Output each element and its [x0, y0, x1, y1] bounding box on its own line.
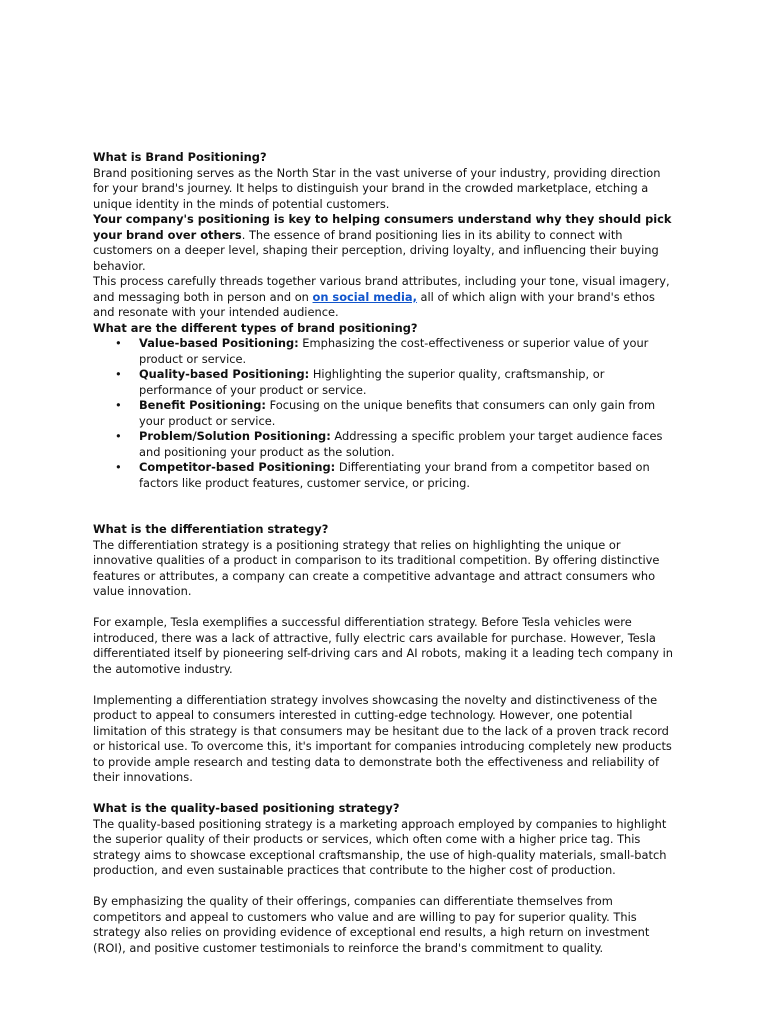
types-list [93, 336, 678, 491]
list-item [115, 398, 678, 429]
process-text-before: This process carefully threads together various brand attributes, including your tone, visual imagery, and messaging both in person and on [93, 274, 670, 304]
list-item-text: Addressing a specific problem your target audience faces and positioning your product as the solution. [139, 429, 663, 459]
document-page [93, 150, 678, 956]
heading-quality-based: What is the quality-based positioning strategy? [93, 801, 400, 815]
heading-differentiation: What is the differentiation strategy? [93, 522, 329, 536]
list-item-title: Quality-based Positioning: [139, 367, 310, 381]
social-media-link[interactable]: on social media, [312, 289, 417, 304]
paragraph-essence-text: . The essence of brand positioning lies in its ability to connect with customers on a deeper level, shaping their perception, driving loyalty, and influencing their buying behavior. [93, 227, 659, 273]
list-item-title: Problem/Solution Positioning: [139, 429, 331, 443]
spacer [93, 677, 678, 693]
list-item-text: Emphasizing the cost-effectiveness or superior value of your product or service. [139, 336, 649, 366]
bullet-icon: • [115, 336, 122, 350]
paragraph-implementing-differentiation: Implementing a differentiation strategy involves showcasing the novelty and distinctiveness of the product to appeal to consumers interested in cutting-edge technology. However, one potential limitation of this strategy is that consumers may be hesitant due to the lack of a proven track record or historical use. To overcome this, it's important for companies introducing completely new products to provide ample research and testing data to demonstrate both the effectiveness and reliability of their innovations. [93, 692, 672, 784]
heading-brand-positioning: What is Brand Positioning? [93, 150, 267, 164]
paragraph-quality-emphasis: By emphasizing the quality of their offerings, companies can differentiate themselves from competitors and appeal to customers who value and are willing to pay for superior quality. This strategy also relies on providing evidence of exceptional end results, a high return on investment (ROI), and positive customer testimonials to reinforce the brand's commitment to quality. [93, 894, 650, 955]
paragraph-quality-definition: The quality-based positioning strategy is a marketing approach employed by companies to highlight the superior quality of their products or services, which often come with a higher price tag. This strategy aims to showcase exceptional craftsmanship, the use of high-quality materials, small-batch production, and even sustainable practices that contribute to the higher cost of production. [93, 816, 667, 877]
list-item-text: Highlighting the superior quality, craftsmanship, or performance of your product or service. [139, 367, 605, 397]
bullet-icon: • [115, 367, 122, 381]
paragraph-north-star: Brand positioning serves as the North Star in the vast universe of your industry, providing direction for your brand's journey. It helps to distinguish your brand in the crowded marketplace, etching a unique identity in the minds of potential customers. [93, 165, 661, 211]
spacer [93, 600, 678, 616]
paragraph-process [93, 274, 678, 321]
list-item [115, 460, 678, 491]
spacer [93, 879, 678, 895]
list-item [115, 429, 678, 460]
spacer [93, 786, 678, 802]
process-text-after: all of which align with your brand's ethos and resonate with your intended audience. [93, 289, 655, 319]
bold-lead-text: Your company's positioning is key to helping consumers understand why they should pick your brand over others [93, 212, 672, 242]
bullet-icon: • [115, 429, 122, 443]
list-item-title: Competitor-based Positioning: [139, 460, 336, 474]
bullet-icon: • [115, 398, 122, 412]
bullet-icon: • [115, 460, 122, 474]
list-item-title: Benefit Positioning: [139, 398, 266, 412]
list-item-text: Focusing on the unique benefits that consumers can only gain from your product or service. [139, 398, 656, 428]
list-item [115, 367, 678, 398]
heading-types: What are the different types of brand positioning? [93, 320, 418, 335]
paragraph-key-positioning [93, 212, 678, 274]
list-item-title: Value-based Positioning: [139, 336, 299, 350]
list-item-text: Differentiating your brand from a competitor based on factors like product features, customer service, or pricing. [139, 460, 650, 490]
spacer [93, 491, 678, 522]
paragraph-differentiation-definition: The differentiation strategy is a positioning strategy that relies on highlighting the unique or innovative qualities of a product in comparison to its traditional competition. By offering distinctive features or attributes, a company can create a competitive advantage and attract consumers who value innovation. [93, 537, 660, 598]
paragraph-tesla-example: For example, Tesla exemplifies a successful differentiation strategy. Before Tesla vehicles were introduced, there was a lack of attractive, fully electric cars available for purchase. However, Tesla differentiated itself by pioneering self-driving cars and AI robots, making it a leading tech company in the automotive industry. [93, 615, 673, 676]
list-item [115, 336, 678, 367]
